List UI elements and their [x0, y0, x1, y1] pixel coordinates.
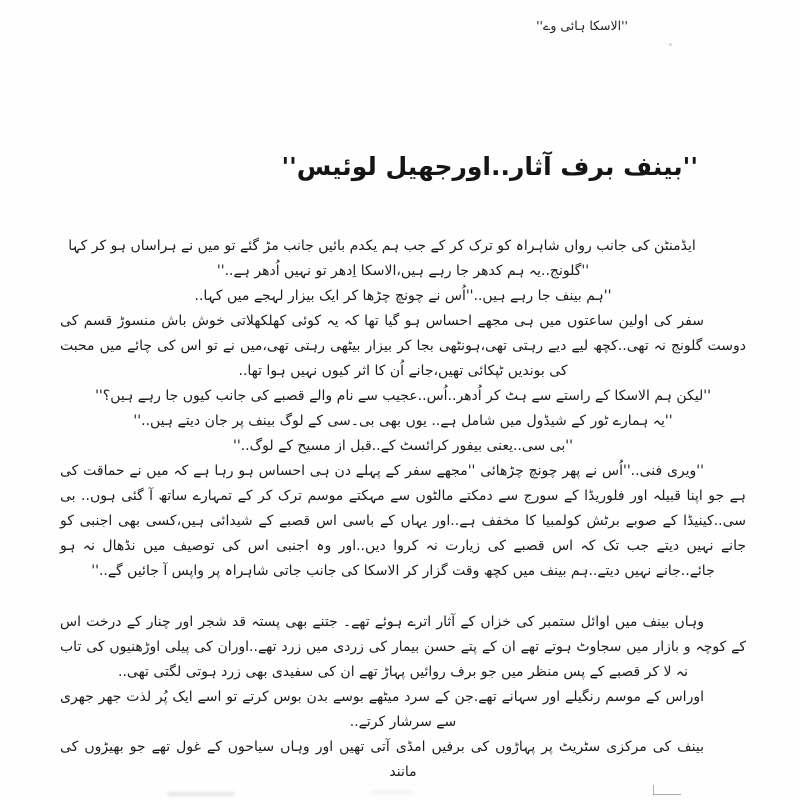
- paragraph-narration: اوراس کے موسم رنگیلے اور سہانے تھے.جن کے سرد میٹھے بوسے بدن بوس کرتے تو اسے ایک پُر لذت جھر جھری سے سرشار کرتے..: [60, 689, 704, 730]
- scan-artifact-corner-mark: [653, 785, 681, 795]
- paragraph-dialogue: ''بی سی..یعنی بیفور کرائسٹ کے..قبل از مسیح کے لوگ..'': [233, 438, 573, 454]
- paragraph-narration: ''ویری فنی..''اُس نے پھر چونچ چڑھائی ''مجھے سفر کے پہلے دن ہی احساس ہو رہا ہے کہ میں نے حماقت کی ہے جو اپنا قبیلہ اور فلوریڈا کے سورج سے دمکتے مالٹوں سے مہکتے موسم ترک کر کے تمہارے ساتھ آ گئی ہوں.. بی سی..کینیڈا کے صوبے برٹش کولمبیا کا مخفف ہے..اور یہاں کے باسی اس قصبے کے شیدائی ہیں،کسی بھی اجنبی کو جانے نہیں دیتے جب تک کہ اس قصبے کی زیارت نہ کروا دیں..اور وہ اجنبی اس کی توصیف میں نڈھال نہ ہو جائے..جانے نہیں دیتے..ہم بینف میں کچھ وقت گزار کر الاسکا کی جانب جاتی شاہراہ پر واپس آ جائیں گے..'': [60, 463, 746, 579]
- paragraph-dialogue: ''یہ ہمارے ٹور کے شیڈول میں شامل ہے.. یوں بھی بی۔سی کے لوگ بینف پر جان دیتے ہیں..'': [133, 413, 673, 429]
- paragraph-narration: ایڈمنٹن کی جانب رواں شاہراہ کو ترک کر کے جب ہم یکدم بائیں جانب مڑ گئے تو میں نے ہراساں ہو کر کہا: [68, 238, 696, 254]
- paragraph-dialogue: ''گلونج..یہ ہم کدھر جا رہے ہیں،الاسکا اِدھر تو نہیں اُدھر ہے..'': [216, 263, 590, 279]
- running-header: ''الاسکا ہائی وے'': [536, 18, 628, 33]
- paragraph-dialogue: ''لیکن ہم الاسکا کے راستے سے ہٹ کر اُدھر..اُس..عجیب سے نام والے قصبے کی جانب کیوں جا رہے ہیں؟'': [95, 388, 711, 404]
- body-text: [60, 234, 746, 785]
- scan-artifact-smudge: [168, 792, 234, 796]
- scan-artifact-dot: [669, 43, 672, 46]
- chapter-title: ''بینف برف آثار..اورجھیل لوئیس'': [281, 152, 698, 181]
- paragraph-narration: سفر کی اولین ساعتوں میں ہی مجھے احساس ہو گیا تھا کہ یہ کوئی کھلکھلاتی خوش باش منسوڑ قسم کی دوست گلونج نہ تھی..کچھ لیے دیے رہتی تھی،ہونٹھی بجا کر بیزار بیٹھی رہتی تھی،میں نے تو اس کی چائے میں محبت کی بوندیں ٹپکائی تھیں،جانے اُن کا اثر کیوں نہیں ہوا تھا..: [60, 313, 746, 379]
- scan-artifact-smudge: [372, 791, 412, 794]
- paragraph-narration: وہاں بینف میں اوائل ستمبر کی خزاں کے آثار اترے ہوئے تھے۔ جتنے بھی پستہ قد شجر اور چنار کے درخت اس کے کوچہ و بازار میں سجاوٹ ہوتے تھے ان کے پتے حسن بیمار کی زردی میں زرد تھے..اوران کی پیلی اوڑھنیوں کی تاب نہ لا کر قصبے کے پس منظر میں جو برف روائیں پہاڑ تھے ان کی سفیدی بھی زرد ہوتی لگتی تھی..: [60, 614, 746, 680]
- paragraph-dialogue: ''ہم بینف جا رہے ہیں..''اُس نے چونچ چڑھا کر ایک بیزار لہجے میں کہا..: [194, 288, 612, 304]
- paragraph-narration: بینف کی مرکزی سٹریٹ پر پہاڑوں کی برفیں امڈی آتی تھیں اور وہاں سیاحوں کے غول تھے جو بھیڑوں کی مانند: [60, 739, 704, 780]
